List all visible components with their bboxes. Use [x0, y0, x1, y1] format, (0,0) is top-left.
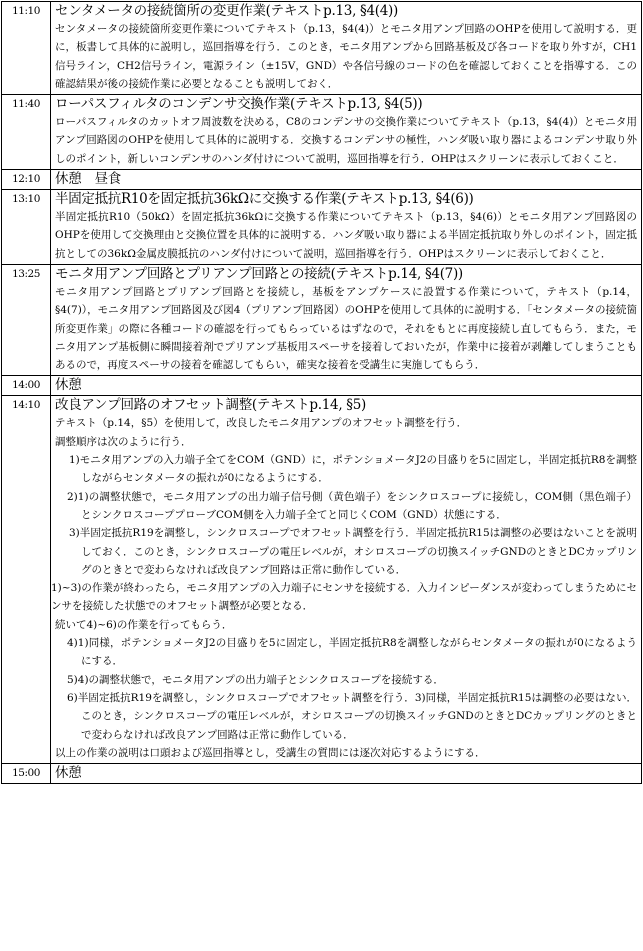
content-cell [51, 2, 642, 95]
step-item: 3)半固定抵抗R19を調整し，シンクロスコープでオフセット調整を行う．半固定抵抗R15は調整の必要はないことを説明しておく．このとき，シンクロスコープの電圧レベルが，オシロスコープの切換スイッチGNDのときとDCカップリングのときとで変わらなければ改良アンプ回路は正常に動作している． [69, 527, 637, 576]
step-item: 1)モニタ用アンプの入力端子全てをCOM（GND）に，ポテンショメータJ2の目盛りを5に固定し，半固定抵抗R8を調整しながらセンタメータの振れが0になるようにする． [69, 454, 637, 485]
content-cell [51, 170, 642, 190]
step-item: 4)1)同様，ポテンショメータJ2の目盛りを5に固定し，半固定抵抗R8を調整しながらセンタメータの振れが0になるようにする． [67, 637, 637, 668]
schedule-row [2, 764, 642, 784]
section-title: 半固定抵抗R10を固定抵抗36kΩに交換する作業(テキストp.13, §4(6)) [55, 191, 474, 208]
schedule-row [2, 376, 642, 396]
section-title: 休憩 [55, 765, 82, 782]
section-title: 休憩 [55, 377, 82, 394]
section-intro: 調整順序は次のように行う． [55, 435, 192, 448]
schedule-row [2, 95, 642, 170]
schedule-table [1, 1, 642, 784]
section-text: 以上の作業の説明は口頭および巡回指導とし，受講生の質問には逐次対応するようにする． [55, 746, 486, 759]
section-title: ローパスフィルタのコンデンサ交換作業(テキストp.13, §4(5)) [55, 96, 423, 113]
step-item: 6)半固定抵抗R19を調整し，シンクロスコープでオフセット調整を行う．3)同様，半固定抵抗R15は調整の必要はない．このとき，シンクロスコープの電圧レベルが，オシロスコープの切換スイッチGNDのときとDCカップリングのときとで変わらなければ改良アンプ回路は正常に動作している． [67, 691, 637, 741]
content-cell [51, 264, 642, 375]
time-cell: 11:40 [2, 95, 51, 170]
content-cell [51, 190, 642, 265]
section-text: センタメータの接続箇所変更作業についてテキスト（p.13，§4(4)）とモニタ用アンプ回路のOHPを使用して説明する．更に，板書して具体的に説明し，巡回指導を行う．このとき，モニタ用アンプから回路基板及び各コードを取り外すが，CH1信号ライン，CH2信号ライン，電源ライン（±15V，GND）や各信号線のコードの色を確認しておくことを指導する．この確認結果が後の接続作業に必要となることも説明しておく． [55, 23, 637, 90]
schedule-row [2, 170, 642, 190]
time-cell: 12:10 [2, 170, 51, 190]
section-intro: テキスト（p.14，§5）を使用して，改良したモニタ用アンプのオフセット調整を行う． [55, 417, 468, 430]
step-item: 5)4)の調整状態で，モニタ用アンプの出力端子とシンクロスコープを接続する． [67, 673, 444, 686]
section-text: 半固定抵抗R10（50kΩ）を固定抵抗36kΩに交換する作業についてテキスト（p.13，§4(6)）とモニタ用アンプ回路図のOHPを使用して交換理由と交換位置を具体的に説明する．ハンダ吸い取り器による半固定抵抗取り外しのポイント，固定抵抗としての36kΩ金属皮膜抵抗のハンダ付けについて説明，巡回指導を行う．OHPはスクリーンに表示しておくこと． [55, 211, 637, 260]
schedule-row [2, 2, 642, 95]
content-cell [51, 396, 642, 764]
time-cell: 13:10 [2, 190, 51, 265]
section-title: 休憩 昼食 [55, 171, 121, 188]
section-title: 改良アンプ回路のオフセット調整(テキストp.14, §5) [55, 397, 367, 414]
section-text: モニタ用アンプ回路とプリアンプ回路とを接続し，基板をアンプケースに設置する作業について，テキスト（p.14，§4(7)），モニタ用アンプ回路図及び図4（プリアンプ回路図）のOHPを使用して具体的に説明する．「センタメータの接続箇所変更作業」の際に各種コードの確認を行ってもらっているはずなので，それをもとに再度接続し直してもらう．また，モニタ用アンプ基板側に瞬間接着剤でプリアンプ基板用スペーサを接着しておいたが，作業中に接着が剥離してしまうこともあるので，再度スペーサの接着を確認してもらい，確実な接着を受講生に実施してもらう． [55, 285, 637, 372]
content-cell [51, 95, 642, 170]
section-text: 続いて4)~6)の作業を行ってもらう． [55, 618, 233, 631]
time-cell: 11:10 [2, 2, 51, 95]
section-title: センタメータの接続箇所の変更作業(テキストp.13, §4(4)) [55, 3, 398, 19]
section-title: モニタ用アンプ回路とプリアンプ回路との接続(テキストp.14, §4(7)) [55, 265, 463, 282]
content-cell [51, 764, 642, 784]
section-text: 1)~3)の作業が終わったら，モニタ用アンプの入力端子にセンサを接続する．入力インピーダンスが変わってしまうためにセンサを接続した状態でのオフセット調整が必要となる． [51, 582, 637, 613]
step-item: 2)1)の調整状態で，モニタ用アンプの出力端子信号側（黄色端子）をシンクロスコープに接続し，COM側（黒色端子）とシンクロスコーププローブCOM側を入力端子全てと同じくCOM（GND）状態にする． [67, 490, 637, 521]
time-cell: 13:25 [2, 264, 51, 375]
content-cell [51, 376, 642, 396]
time-cell: 14:00 [2, 376, 51, 396]
time-cell: 15:00 [2, 764, 51, 784]
schedule-row [2, 190, 642, 265]
section-text: ローパスフィルタのカットオフ周波数を決める，C8のコンデンサの交換作業についてテキスト（p.13，§4(4)）とモニタ用アンプ回路図のOHPを使用して具体的に説明する．交換するコンデンサの極性，ハンダ吸い取り器によるコンデンサ取り外しのポイント，新しいコンデンサのハンダ付けについて説明，巡回指導を行う．OHPはスクリーンに表示しておくこと． [55, 116, 637, 165]
time-cell: 14:10 [2, 396, 51, 764]
schedule-row [2, 264, 642, 375]
schedule-row [2, 396, 642, 764]
